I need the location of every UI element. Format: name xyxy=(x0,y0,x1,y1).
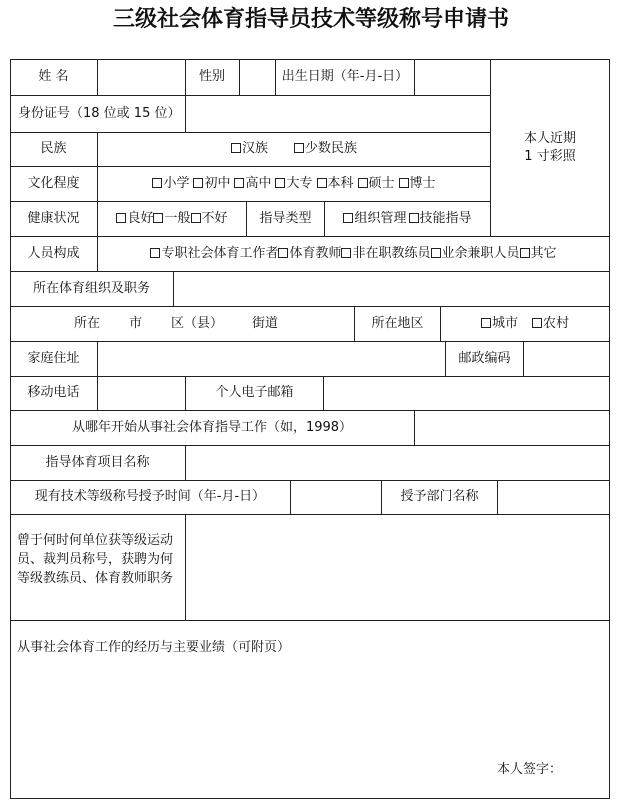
gender-label: 性别 xyxy=(198,69,225,84)
personnel-options xyxy=(98,236,609,271)
org-position-field[interactable] xyxy=(174,271,609,306)
checkbox-icon xyxy=(358,178,368,188)
experience-label: 从事社会体育工作的经历与主要业绩（可附页） xyxy=(17,640,291,655)
guidance-type-options xyxy=(325,201,490,236)
health-label: 健康状况 xyxy=(27,210,80,226)
checkbox-icon xyxy=(532,318,542,328)
health-options xyxy=(98,201,246,236)
signature-label: 本人签字： xyxy=(497,762,563,777)
education-option-primary[interactable]: 小学 xyxy=(152,176,189,192)
start-year-field[interactable] xyxy=(415,410,609,445)
checkbox-icon xyxy=(150,248,160,258)
checkbox-icon xyxy=(341,248,351,258)
personnel-option-pe-teacher[interactable]: 体育教师 xyxy=(278,246,341,262)
home-address-field[interactable] xyxy=(98,341,445,376)
checkbox-icon xyxy=(231,143,241,153)
checkbox-icon xyxy=(520,248,530,258)
checkbox-icon xyxy=(409,213,419,223)
grant-dept-field[interactable] xyxy=(498,480,609,514)
area-option-rural[interactable]: 农村 xyxy=(532,316,569,332)
experience-field[interactable] xyxy=(11,659,609,759)
address-district: 区（县） xyxy=(171,315,224,331)
project-name-label: 指导体育项目名称 xyxy=(45,454,150,470)
checkbox-icon xyxy=(116,213,126,223)
project-name-field[interactable] xyxy=(186,445,609,480)
guidance-option-skills[interactable]: 技能指导 xyxy=(409,211,472,227)
mobile-field[interactable] xyxy=(98,376,185,410)
education-option-junior[interactable]: 初中 xyxy=(193,176,230,192)
checkbox-icon xyxy=(294,143,304,153)
address-district-line[interactable] xyxy=(74,306,354,341)
address-prefix: 所在 xyxy=(74,315,101,331)
photo-label-line1: 本人近期 xyxy=(523,130,576,146)
checkbox-icon xyxy=(152,178,162,188)
guidance-option-management[interactable]: 组织管理 xyxy=(343,211,406,227)
email-label: 个人电子邮箱 xyxy=(215,385,294,400)
checkbox-icon xyxy=(193,178,203,188)
birth-date-label: 出生日期（年-月-日） xyxy=(281,69,409,84)
table-border-bottom xyxy=(10,798,610,799)
personnel-label: 人员构成 xyxy=(27,245,80,261)
org-position-label: 所在体育组织及职务 xyxy=(32,280,150,296)
checkbox-icon xyxy=(343,213,353,223)
id-number-field[interactable] xyxy=(186,95,490,132)
address-street: 街道 xyxy=(252,315,279,331)
checkbox-icon xyxy=(191,213,201,223)
name-field[interactable] xyxy=(98,59,185,95)
health-option-fair[interactable]: 一般 xyxy=(153,211,190,227)
education-option-bachelor[interactable]: 本科 xyxy=(317,176,354,192)
table-border-right xyxy=(609,59,610,799)
photo-box[interactable] xyxy=(491,59,609,236)
checkbox-icon xyxy=(234,178,244,188)
education-option-senior[interactable]: 高中 xyxy=(234,176,271,192)
photo-label-line2: 1 寸彩照 xyxy=(524,148,576,164)
personnel-option-other[interactable]: 其它 xyxy=(520,246,557,262)
area-option-city[interactable]: 城市 xyxy=(481,316,518,332)
postcode-label: 邮政编码 xyxy=(458,350,511,366)
email-field[interactable] xyxy=(324,376,609,410)
education-options xyxy=(98,166,490,201)
area-options xyxy=(441,306,609,341)
guidance-type-label: 指导类型 xyxy=(259,210,312,226)
prior-titles-label: 曾于何时何单位获等级运动员、裁判员称号，获聘为何等级教练员、体育教师职务 xyxy=(17,533,174,586)
ethnicity-label: 民族 xyxy=(40,141,67,156)
address-city: 市 xyxy=(129,315,143,331)
ethnicity-option-minority[interactable]: 少数民族 xyxy=(294,141,357,157)
education-option-college[interactable]: 大专 xyxy=(275,176,312,192)
checkbox-icon xyxy=(317,178,327,188)
checkbox-icon xyxy=(399,178,409,188)
health-option-good[interactable]: 良好 xyxy=(116,211,153,227)
postcode-field[interactable] xyxy=(524,341,609,376)
area-label: 所在地区 xyxy=(371,315,424,331)
application-form-table xyxy=(10,59,610,799)
personnel-option-coach[interactable]: 非在职教练员 xyxy=(341,246,430,262)
grant-date-field[interactable] xyxy=(291,480,381,514)
id-number-label: 身份证号（18 位或 15 位） xyxy=(18,105,181,121)
checkbox-icon xyxy=(275,178,285,188)
prior-titles-field[interactable] xyxy=(186,515,609,620)
education-label: 文化程度 xyxy=(27,175,80,191)
name-label: 姓 名 xyxy=(38,69,69,84)
checkbox-icon xyxy=(153,213,163,223)
education-option-master[interactable]: 硕士 xyxy=(358,176,395,192)
personnel-option-fulltime[interactable]: 专职社会体育工作者 xyxy=(150,246,278,262)
checkbox-icon xyxy=(431,248,441,258)
grant-date-label: 现有技术等级称号授予时间（年-月-日） xyxy=(34,489,266,504)
checkbox-icon xyxy=(278,248,288,258)
home-address-label: 家庭住址 xyxy=(27,350,80,366)
ethnicity-options xyxy=(98,132,490,166)
personnel-option-parttime[interactable]: 业余兼职人员 xyxy=(431,246,520,262)
ethnicity-option-han[interactable]: 汉族 xyxy=(231,141,268,157)
health-option-poor[interactable]: 不好 xyxy=(191,211,228,227)
start-year-label: 从哪年开始从事社会体育指导工作（如，1998） xyxy=(71,419,353,435)
checkbox-icon xyxy=(481,318,491,328)
mobile-label: 移动电话 xyxy=(27,385,80,400)
gender-field[interactable] xyxy=(240,59,275,95)
birth-date-field[interactable] xyxy=(415,59,490,95)
education-option-doctor[interactable]: 博士 xyxy=(399,176,436,192)
grant-dept-label: 授予部门名称 xyxy=(400,489,479,504)
page-title: 三级社会体育指导员技术等级称号申请书 xyxy=(112,6,509,32)
